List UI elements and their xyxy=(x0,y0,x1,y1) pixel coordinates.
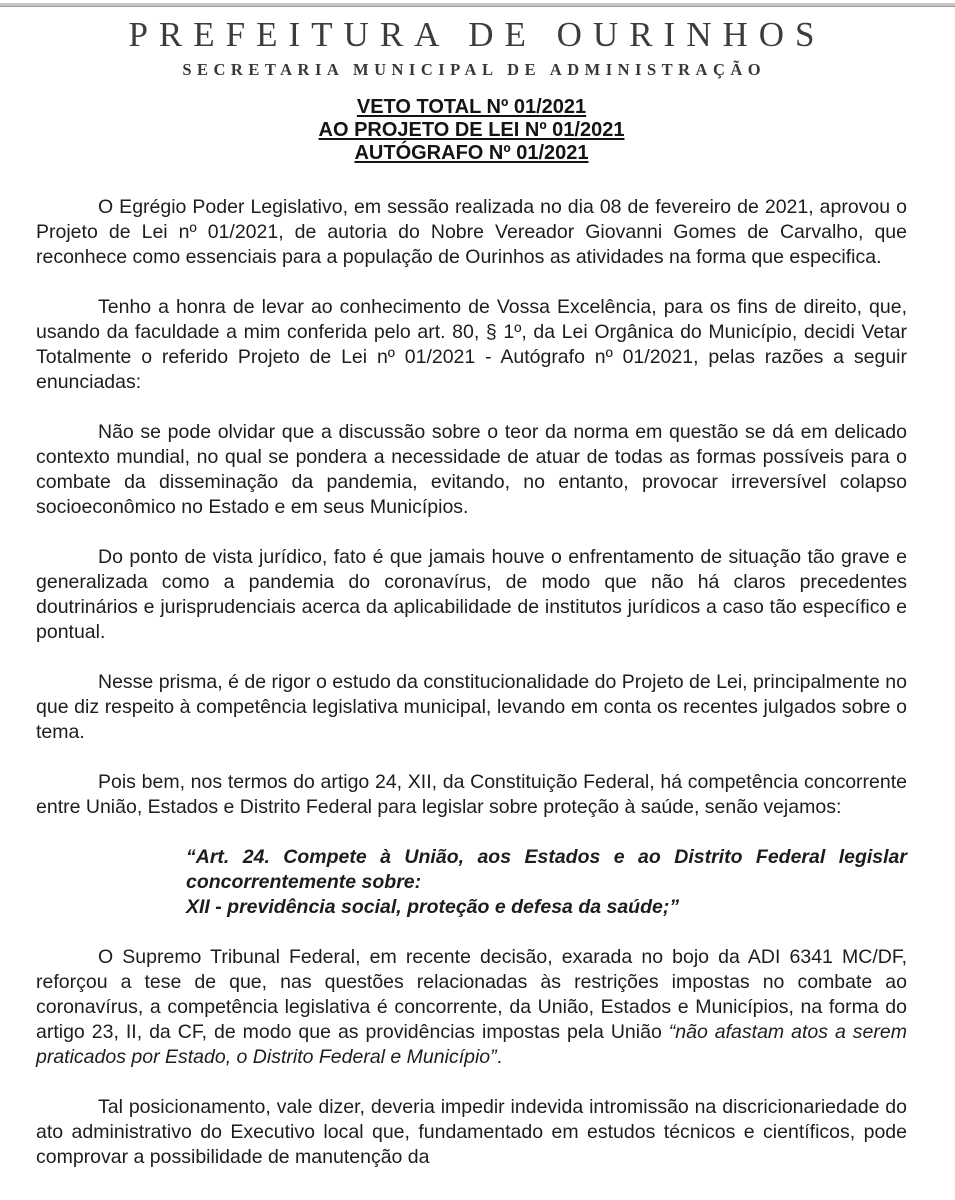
stf-decision-period: . xyxy=(496,1046,503,1068)
legal-quote-item: XII - previdência social, proteção e defesa da saúde;” xyxy=(186,896,680,918)
paragraph-article24-intro: Pois bem, nos termos do artigo 24, XII, da Constituição Federal, há competência concorrente entre União, Estados e Distrito Federal para legislar sobre proteção à saúde, senão vejamos: xyxy=(36,771,907,818)
title-line-veto-text: VETO TOTAL Nº 01/2021 xyxy=(356,96,587,118)
paragraph-closing: Tal posicionamento, vale dizer, deveria impedir indevida intromissão na discricionariedade do ato administrativo do Executivo local que, fundamentado em estudos técnicos e científicos, pode comprovar a possibilidade de manutenção da xyxy=(36,1096,907,1168)
stf-decision-quote: “não afastam atos a serem praticados por Estado, o Distrito Federal e Município” xyxy=(36,1021,907,1068)
document-title xyxy=(36,96,907,165)
paragraph-constitutionality: Nesse prisma, é de rigor o estudo da constitucionalidade do Projeto de Lei, principalmente no que diz respeito à competência legislativa municipal, levando em conta os recentes julgados sobre o tema. xyxy=(36,671,907,743)
legal-quote-block xyxy=(186,845,907,920)
title-line-projeto-text: AO PROJETO DE LEI Nº 01/2021 xyxy=(318,119,625,141)
paragraph-juridical-view: Do ponto de vista jurídico, fato é que jamais houve o enfrentamento de situação tão grave e generalizada como a pandemia do coronavírus, de modo que não há claros precedentes doutrinários e jurisprudenciais acerca da aplicabilidade de institutos jurídicos a caso tão específico e pontual. xyxy=(36,546,907,643)
document-body xyxy=(36,195,907,1170)
organization-name: PREFEITURA DE OURINHOS xyxy=(128,15,826,54)
stf-decision-text: O Supremo Tribunal Federal, em recente decisão, exarada no bojo da ADI 6341 MC/DF, reforçou a tese de que, nas questões relacionadas às restrições impostas no combate ao coronavírus, a competência legislativa é concorrente, da União, Estados e Municípios, na forma do artigo 23, II, da CF, de modo que as providências impostas pela União xyxy=(36,946,907,1043)
title-line-projeto xyxy=(36,119,907,142)
paragraph-pandemic-context: Não se pode olvidar que a discussão sobre o teor da norma em questão se dá em delicado contexto mundial, no qual se pondera a necessidade de atuar de todas as formas possíveis para o combate da disseminação da pandemia, evitando, no entanto, provocar irreversível colapso socioeconômico no Estado e em seus Municípios. xyxy=(36,421,907,518)
legal-quote-caput: “Art. 24. Compete à União, aos Estados e ao Distrito Federal legislar concorrentemente sobre: xyxy=(186,846,907,893)
paragraph-legislative-approval: O Egrégio Poder Legislativo, em sessão realizada no dia 08 de fevereiro de 2021, aprovou o Projeto de Lei nº 01/2021, de autoria do Nobre Vereador Giovanni Gomes de Carvalho, que reconhece como essenciais para a população de Ourinhos as atividades na forma que especifica. xyxy=(36,196,907,268)
title-line-veto xyxy=(36,96,907,119)
department-name: SECRETARIA MUNICIPAL DE ADMINISTRAÇÃO xyxy=(182,60,767,79)
page-top-border xyxy=(0,3,955,7)
paragraph-veto-declaration: Tenho a honra de levar ao conhecimento de Vossa Excelência, para os fins de direito, que, usando da faculdade a mim conferida pelo art. 80, § 1º, da Lei Orgânica do Município, decidi Vetar Totalmente o referido Projeto de Lei nº 01/2021 - Autógrafo nº 01/2021, pelas razões a seguir enunciadas: xyxy=(36,296,907,393)
title-line-autografo-text: AUTÓGRAFO Nº 01/2021 xyxy=(354,142,589,164)
paragraph-stf-decision xyxy=(36,945,907,1070)
title-line-autografo xyxy=(36,142,907,165)
letterhead xyxy=(36,17,907,79)
